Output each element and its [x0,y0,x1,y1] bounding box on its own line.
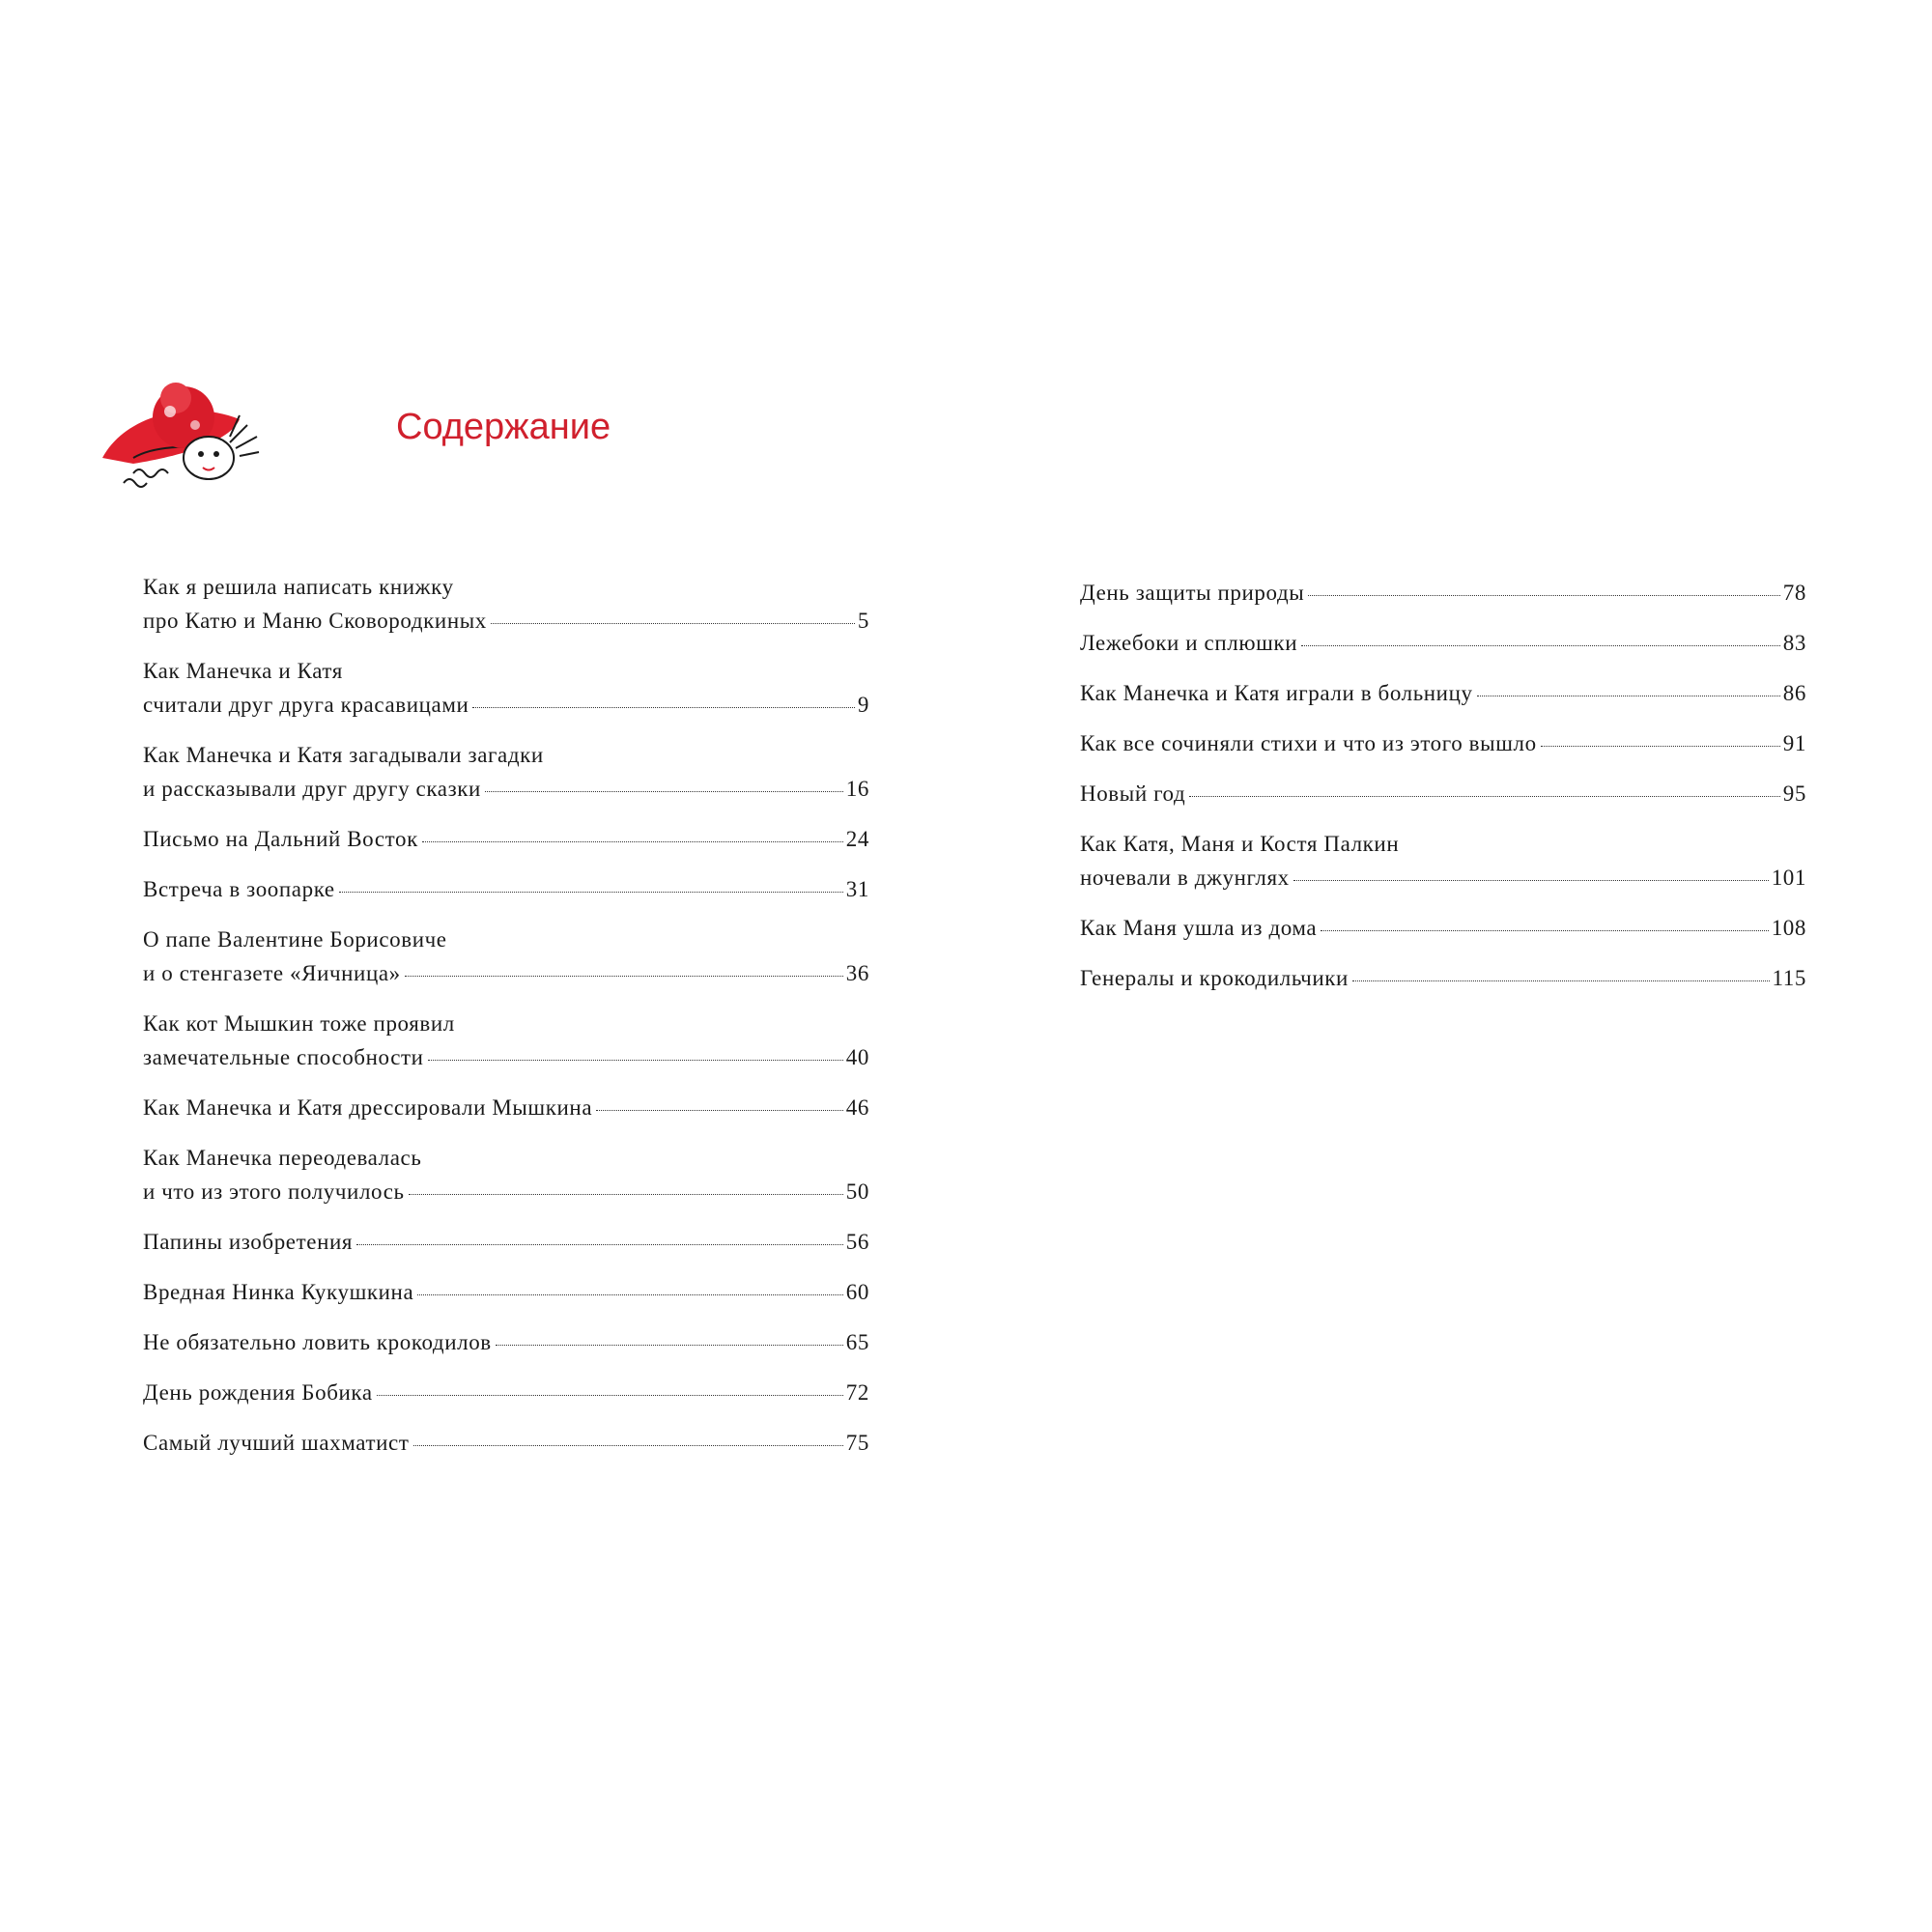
page-number: 40 [845,1045,869,1069]
toc-entry-row [1080,726,1806,760]
page-number: 9 [857,693,869,717]
toc-entry-title: Письмо на Дальний Восток [143,827,418,851]
toc-entry-title-line: Как Манечка и Катя загадывали загадки [143,743,544,767]
toc-entry[interactable] [143,822,869,856]
page-number: 31 [845,877,869,901]
toc-entry-title: ночевали в джунглях [1080,866,1290,890]
toc-entry-title-line: Как я решила написать книжку [143,575,454,599]
toc-entry-title-line: О папе Валентине Борисовиче [143,927,447,952]
right-page [966,0,1932,1932]
toc-entry-row [1080,861,1806,895]
toc-entry[interactable] [143,1426,869,1460]
toc-entry-title: День рождения Бобика [143,1380,373,1405]
toc-entry-row [1080,911,1806,945]
toc-entry[interactable] [143,1141,869,1208]
dot-leader [472,707,854,708]
toc-entry-title: Как Манечка и Катя играли в больницу [1080,681,1473,705]
toc-entry[interactable] [143,738,869,806]
toc-entry-title-line: Как Манечка переодевалась [143,1146,422,1170]
toc-entry-title: замечательные способности [143,1045,424,1069]
toc-entry-title: и о стенгазете «Яичница» [143,961,401,985]
dot-leader [596,1110,843,1111]
toc-entry[interactable] [143,570,869,638]
page-number: 108 [1771,916,1806,940]
dot-leader [1541,746,1780,747]
toc-entry[interactable] [143,923,869,990]
page-number: 50 [845,1179,869,1204]
page-number: 95 [1782,781,1806,806]
toc-entry-title: Не обязательно ловить крокодилов [143,1330,492,1354]
page-number: 75 [845,1431,869,1455]
page-title: Содержание [396,407,611,447]
girl-in-red-hat-illustration [95,350,278,495]
toc-entry-title: Лежебоки и сплюшки [1080,631,1298,655]
toc-entry[interactable] [1080,676,1806,710]
toc-entry[interactable] [1080,576,1806,610]
toc-entry-title: про Катю и Маню Сковородкиных [143,609,487,633]
page-number: 115 [1772,966,1806,990]
toc-entry-row [143,1225,869,1259]
toc-list-right [1080,576,1806,1011]
toc-entry[interactable] [143,654,869,722]
toc-entry[interactable] [1080,911,1806,945]
page-number: 56 [845,1230,869,1254]
toc-entry[interactable] [1080,626,1806,660]
toc-entry-row [143,1275,869,1309]
page-number: 65 [845,1330,869,1354]
page-number: 5 [857,609,869,633]
toc-entry-title: считали друг друга красавицами [143,693,469,717]
toc-entry-row [143,1091,869,1124]
toc-entry-row [143,1376,869,1409]
toc-entry-title: и рассказывали друг другу сказки [143,777,481,801]
toc-entry-row [143,1325,869,1359]
toc-list-left [143,570,869,1476]
toc-entry[interactable] [1080,777,1806,810]
toc-entry[interactable] [1080,726,1806,760]
toc-entry-title: Как Манечка и Катя дрессировали Мышкина [143,1095,593,1120]
page-number: 24 [845,827,869,851]
page-number: 83 [1782,631,1806,655]
toc-entry-row [1080,961,1806,995]
dot-leader [428,1060,843,1061]
dot-leader [417,1294,843,1295]
toc-entry[interactable] [143,1225,869,1259]
toc-entry-row [1080,626,1806,660]
toc-entry-title: Генералы и крокодильчики [1080,966,1349,990]
toc-entry-title: Новый год [1080,781,1186,806]
toc-entry-title-line: Как Катя, Маня и Костя Палкин [1080,832,1400,856]
toc-entry-row [1080,777,1806,810]
toc-entry[interactable] [143,1007,869,1074]
dot-leader [356,1244,843,1245]
page-number: 86 [1782,681,1806,705]
toc-entry-row [143,822,869,856]
toc-entry-title-line: Как кот Мышкин тоже проявил [143,1011,455,1036]
page-number: 60 [845,1280,869,1304]
toc-entry-title: Как все сочиняли стихи и что из этого вышло [1080,731,1537,755]
toc-entry-row [143,956,869,990]
dot-leader [1189,796,1780,797]
page-number: 46 [845,1095,869,1120]
toc-entry-title: и что из этого получилось [143,1179,405,1204]
toc-entry-title: Как Маня ушла из дома [1080,916,1318,940]
dot-leader [1293,880,1769,881]
dot-leader [413,1445,843,1446]
toc-entry-title: Встреча в зоопарке [143,877,335,901]
page-number: 72 [845,1380,869,1405]
dot-leader [1308,595,1779,596]
toc-entry-title: Папины изобретения [143,1230,354,1254]
dot-leader [339,892,843,893]
toc-entry-row [143,604,869,638]
dot-leader [1321,930,1768,931]
dot-leader [1301,645,1780,646]
toc-entry-row [143,688,869,722]
toc-entry-title: Вредная Нинка Кукушкина [143,1280,414,1304]
toc-entry-row [143,1040,869,1074]
toc-entry-row [1080,676,1806,710]
dot-leader [485,791,843,792]
toc-entry-row [143,772,869,806]
toc-entry[interactable] [143,872,869,906]
toc-entry[interactable] [143,1376,869,1409]
toc-entry-row [143,872,869,906]
toc-entry[interactable] [143,1275,869,1309]
dot-leader [405,976,843,977]
page-number: 91 [1782,731,1806,755]
toc-entry-title: День защиты природы [1080,581,1305,605]
dot-leader [491,623,855,624]
toc-entry-row [143,1426,869,1460]
toc-entry[interactable] [143,1325,869,1359]
page-number: 78 [1782,581,1806,605]
toc-entry[interactable] [143,1091,869,1124]
toc-entry-row [143,1175,869,1208]
toc-entry[interactable] [1080,961,1806,995]
dot-leader [1352,980,1770,981]
dot-leader [377,1395,843,1396]
dot-leader [409,1194,843,1195]
page-number: 36 [845,961,869,985]
toc-entry-title-line: Как Манечка и Катя [143,659,343,683]
page-number: 101 [1771,866,1806,890]
toc-entry[interactable] [1080,827,1806,895]
toc-entry-title: Самый лучший шахматист [143,1431,410,1455]
dot-leader [422,841,843,842]
page-number: 16 [845,777,869,801]
toc-entry-row [1080,576,1806,610]
dot-leader [496,1345,843,1346]
